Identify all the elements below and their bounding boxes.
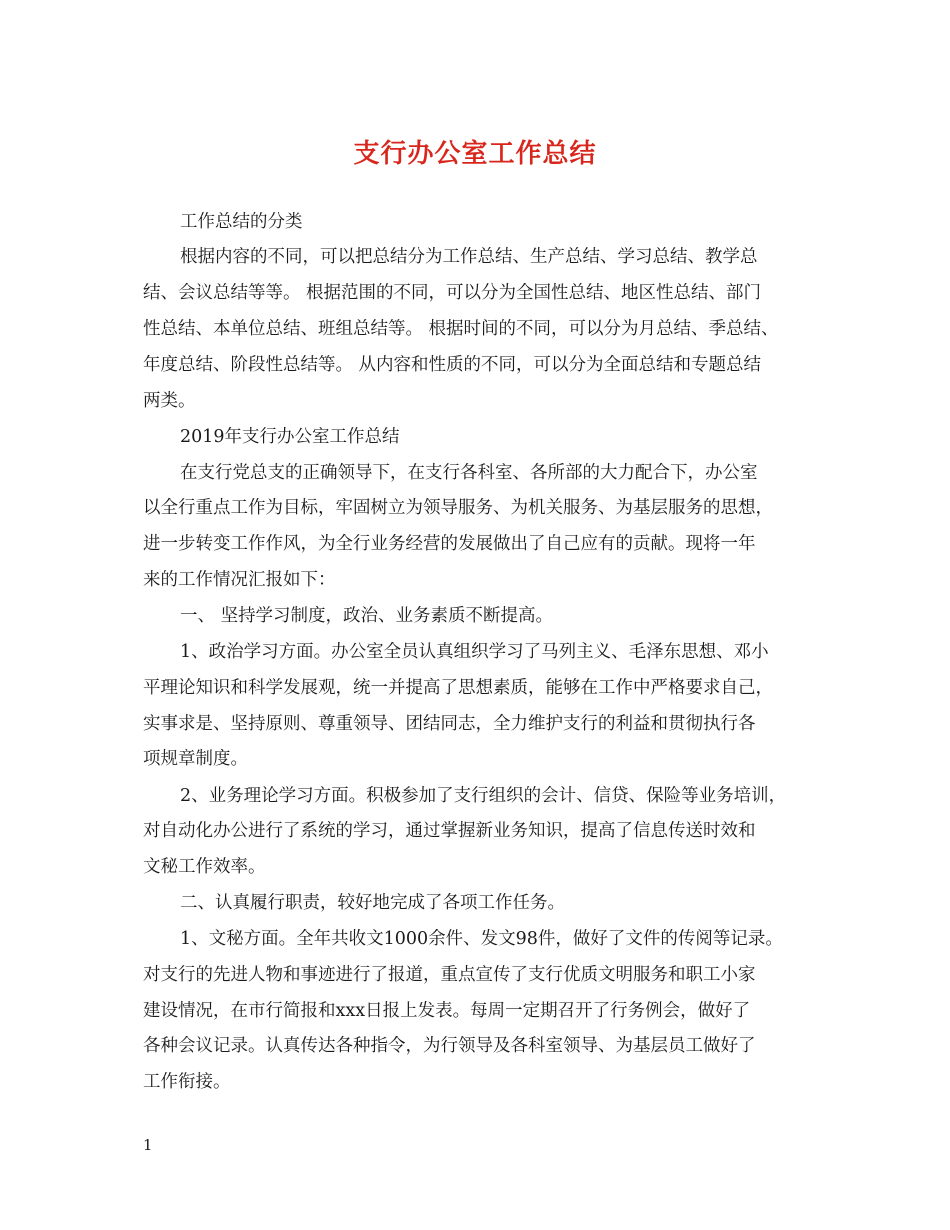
paragraph-line: 实事求是、坚持原则、尊重领导、团结同志，全力维护支行的利益和贯彻执行各 [143,714,756,734]
paragraph-line: 以全行重点工作为目标，牢固树立为领导服务、为机关服务、为基层服务的思想， [143,498,773,518]
document-title: 支行办公室工作总结 [353,139,597,169]
paragraph-line: 根据内容的不同，可以把总结分为工作总结、生产总结、学习总结、教学总 [180,247,758,267]
paragraph-line: 在支行党总支的正确领导下，在支行各科室、各所部的大力配合下，办公室 [180,463,758,483]
paragraph-line: 2、业务理论学习方面。积极参加了支行组织的会计、信贷、保险等业务培训， [180,786,787,806]
paragraph-line: 平理论知识和科学发展观，统一并提高了思想素质，能够在工作中严格要求自己， [143,678,773,698]
paragraph-line: 1、政治学习方面。办公室全员认真组织学习了马列主义、毛泽东思想、邓小 [180,642,769,662]
paragraph-line: 来的工作情况汇报如下： [143,570,336,590]
paragraph-line: 结、会议总结等等。 根据范围的不同，可以分为全国性总结、地区性总结、部门 [143,283,762,303]
paragraph-line: 项规章制度。 [143,749,248,769]
heading-summary-types: 工作总结的分类 [180,212,303,232]
paragraph-line: 工作衔接。 [143,1072,231,1092]
section-heading-1: 一、 坚持学习制度，政治、业务素质不断提高。 [180,606,554,626]
heading-2019-summary: 2019年支行办公室工作总结 [180,427,400,447]
paragraph-line: 对支行的先进人物和事迹进行了报道，重点宣传了支行优质文明服务和职工小家 [143,965,756,985]
paragraph-line: 两类。 [143,391,196,411]
paragraph-line: 1、文秘方面。全年共收文1000余件、发文98件，做好了文件的传阅等记录。 [180,929,783,949]
paragraph-line: 建设情况，在市行简报和xxx日报上发表。每周一定期召开了行务例会，做好了 [143,1001,751,1021]
paragraph-line: 年度总结、阶段性总结等。 从内容和性质的不同，可以分为全面总结和专题总结 [143,355,762,375]
section-heading-2: 二、认真履行职责，较好地完成了各项工作任务。 [180,893,565,913]
paragraph-line: 性总结、本单位总结、班组总结等。 根据时间的不同，可以分为月总结、季总结、 [143,319,779,339]
paragraph-line: 对自动化办公进行了系统的学习，通过掌握新业务知识，提高了信息传送时效和 [143,821,756,841]
paragraph-line: 进一步转变工作作风，为全行业务经营的发展做出了自己应有的贡献。现将一年 [143,534,756,554]
paragraph-line: 各种会议记录。认真传达各种指令，为行领导及各科室领导、为基层员工做好了 [143,1036,756,1056]
paragraph-line: 文秘工作效率。 [143,857,266,877]
page-number: 1 [143,1136,153,1154]
